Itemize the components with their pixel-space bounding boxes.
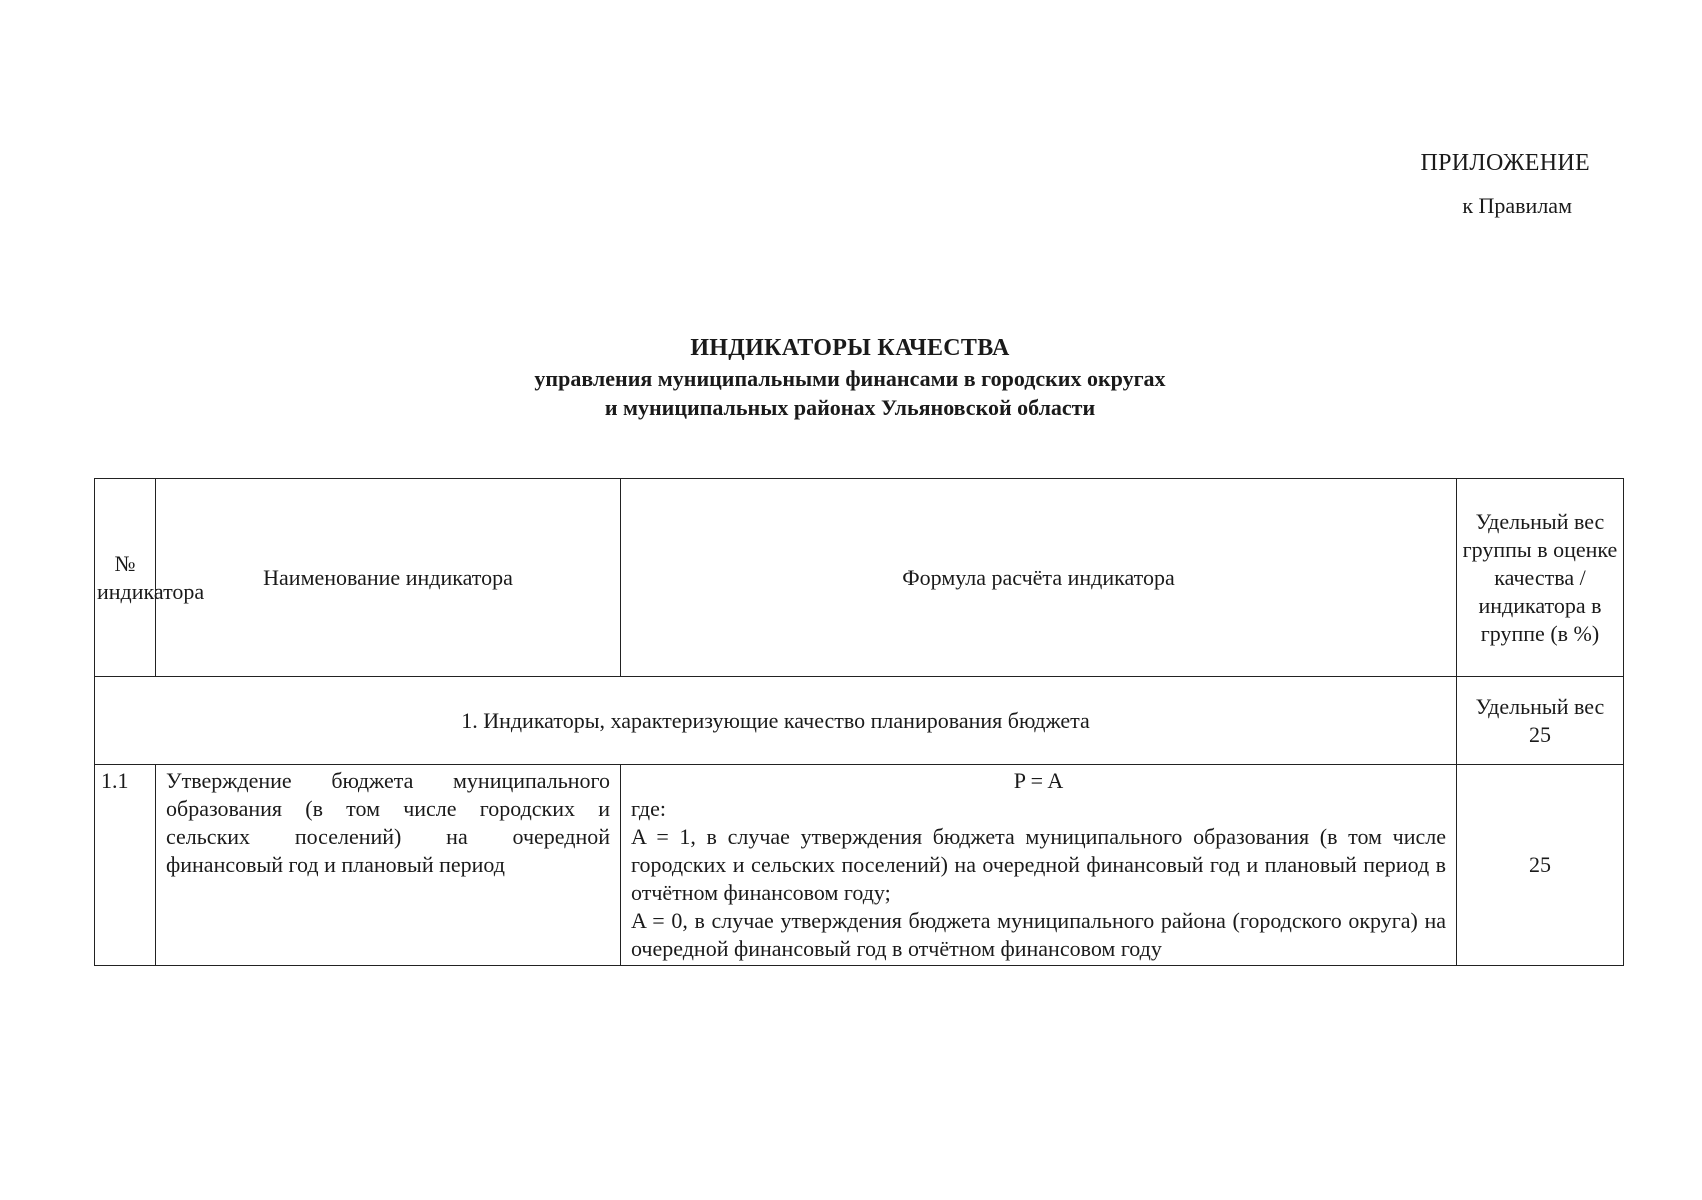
row-name: Утверждение бюджета муниципального образования (в том числе городских и сельских поселений) на очередной финансовый год и плановый период — [156, 765, 621, 966]
formula-main: P = A — [1013, 768, 1064, 793]
row-weight: 25 — [1457, 765, 1624, 966]
appendix-title: ПРИЛОЖЕНИЕ — [1420, 150, 1590, 176]
formula-a0: A = 0, в случае утверждения бюджета муниципального района (городского округа) на очередной финансовый год в отчётном финансовом году — [631, 908, 1446, 961]
document-subtitle-line1: управления муниципальными финансами в городских округах — [534, 366, 1166, 391]
section-row — [95, 677, 1624, 765]
document-title: ИНДИКАТОРЫ КАЧЕСТВА — [690, 335, 1010, 361]
section-title: 1. Индикаторы, характеризующие качество планирования бюджета — [95, 677, 1457, 765]
appendix-subtitle: к Правилам — [1462, 193, 1572, 218]
table-row — [95, 765, 1624, 966]
row-formula — [621, 765, 1457, 966]
section-weight-value: 25 — [1529, 721, 1551, 747]
header-name: Наименование индикатора — [156, 479, 621, 677]
section-weight-label: Удельный вес — [1475, 693, 1605, 719]
indicators-table — [94, 478, 1624, 966]
row-number: 1.1 — [95, 765, 156, 966]
document-subtitle-line2: и муниципальных районах Ульяновской области — [604, 395, 1096, 420]
section-weight — [1457, 677, 1624, 765]
formula-a1: A = 1, в случае утверждения бюджета муниципального образования (в том числе городских и сельских поселений) на очередной финансовый год и плановый период в отчётном финансовом году; — [631, 824, 1446, 905]
table-header-row — [95, 479, 1624, 677]
header-weight: Удельный вес группы в оценке качества /индикатора в группе (в %) — [1457, 479, 1624, 677]
formula-where: где: — [631, 796, 666, 821]
header-number: № индикатора — [95, 479, 156, 677]
header-formula: Формула расчёта индикатора — [621, 479, 1457, 677]
